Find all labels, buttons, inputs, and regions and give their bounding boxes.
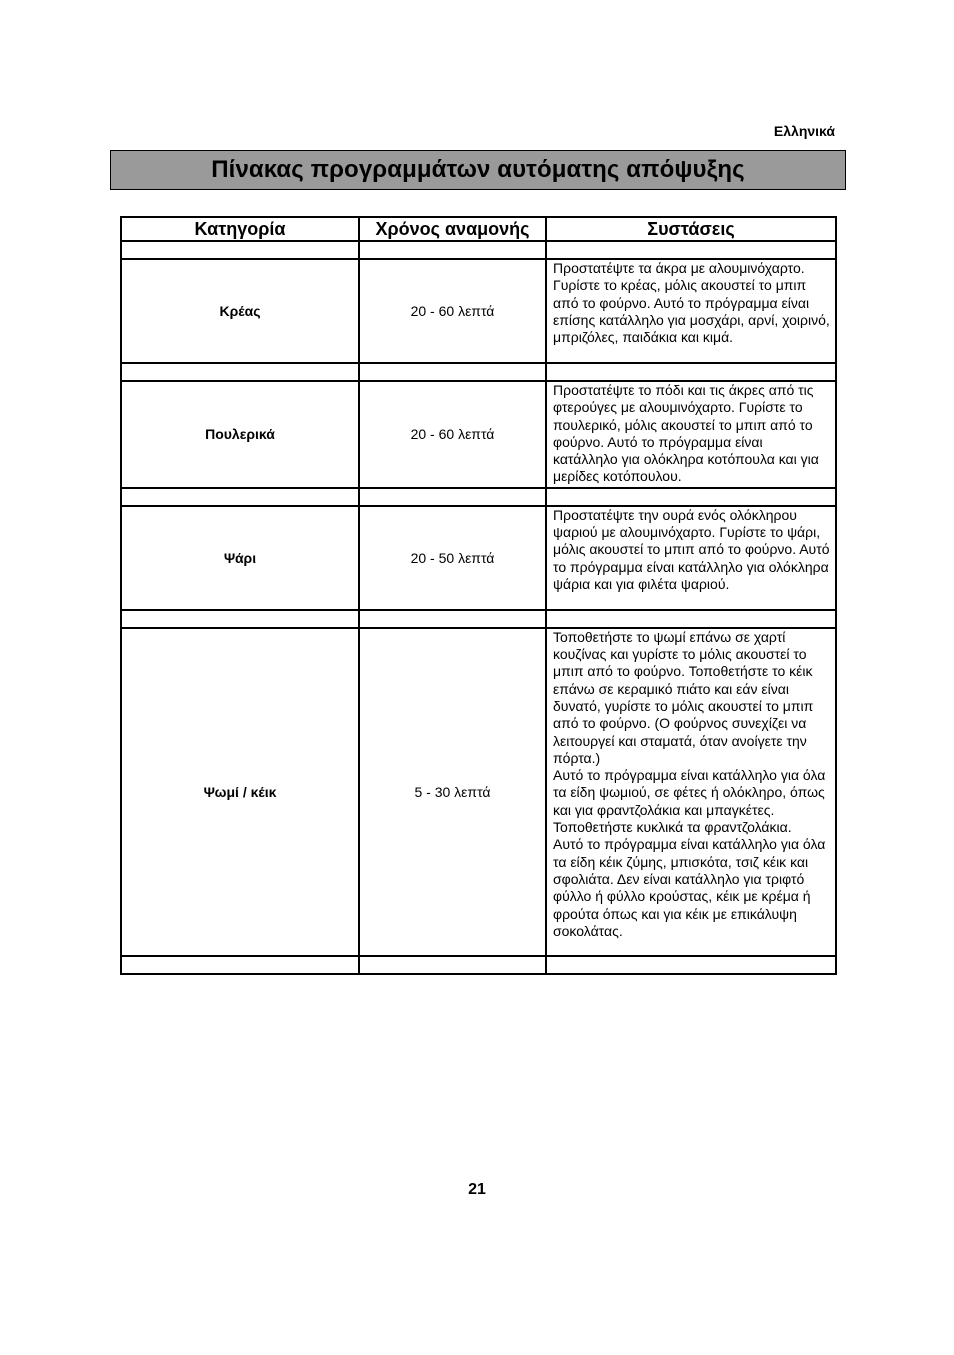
category-cell: Ψάρι bbox=[121, 506, 359, 610]
spacer-row bbox=[121, 488, 836, 506]
wait-time-cell: 20 - 60 λεπτά bbox=[359, 259, 546, 363]
defrost-program-table bbox=[120, 216, 837, 975]
category-cell: Πουλερικά bbox=[121, 381, 359, 488]
title-banner bbox=[110, 150, 846, 190]
recommendations-cell bbox=[546, 381, 836, 488]
column-header-category: Κατηγορία bbox=[121, 217, 359, 241]
wait-time-cell: 20 - 60 λεπτά bbox=[359, 381, 546, 488]
table-header-row bbox=[121, 217, 836, 241]
page-number: 21 bbox=[468, 1181, 486, 1198]
recommendations-cell bbox=[546, 259, 836, 363]
wait-time-cell: 5 - 30 λεπτά bbox=[359, 628, 546, 956]
recommendation-text: Προστατέψτε το πόδι και τις άκρες από τις φτερούγες με αλουμινόχαρτο. Γυρίστε το πουλερικό, μόλις ακουστεί το μπιπ από το φούρνο. Αυτό το πρόγραμμα είναι κατάλληλο για ολόκληρα κοτόπουλα και για μερίδες κοτόπουλου. bbox=[553, 382, 819, 485]
page-title: Πίνακας προγραμμάτων αυτόματης απόψυξης bbox=[211, 156, 745, 183]
table-row bbox=[121, 381, 836, 488]
category-cell: Ψωμί / κέικ bbox=[121, 628, 359, 956]
wait-time-cell: 20 - 50 λεπτά bbox=[359, 506, 546, 610]
spacer-row bbox=[121, 241, 836, 259]
table-row bbox=[121, 259, 836, 363]
category-cell: Κρέας bbox=[121, 259, 359, 363]
table-row bbox=[121, 506, 836, 610]
spacer-row bbox=[121, 956, 836, 974]
recommendations-cell bbox=[546, 506, 836, 610]
recommendations-cell bbox=[546, 628, 836, 956]
recommendation-text: Προστατέψτε την ουρά ενός ολόκληρου ψαριού με αλουμινόχαρτο. Γυρίστε το ψάρι, μόλις ακουστεί το μπιπ από το φούρνο. Αυτό το πρόγραμμα είναι κατάλληλο για ολόκληρα ψάρια και για φιλέτα ψαριού. bbox=[553, 506, 830, 592]
recommendation-text: Τοποθετήστε το ψωμί επάνω σε χαρτί κουζίνας και γυρίστε το μόλις ακουστεί το μπιπ από το φούρνο. Τοποθετήστε το κέικ επάνω σε κεραμικό πιάτο και εάν είναι δυνατό, γυρίστε το μόλις ακουστεί το μπιπ από το φούρνο. (Ο φούρνος συνεχίζει να λειτουργεί και σταματά, όταν ανοίγετε την πόρτα.) bbox=[553, 628, 814, 766]
column-header-wait-time: Χρόνος αναμονής bbox=[359, 217, 546, 241]
recommendation-text: Προστατέψτε τα άκρα με αλουμινόχαρτο. Γυρίστε το κρέας, μόλις ακουστεί το μπιπ από το φούρνο. Αυτό το πρόγραμμα είναι επίσης κατάλληλο για μοσχάρι, αρνί, χοιρινό, μπριζόλες, παιδάκια και κιμά. bbox=[553, 260, 830, 346]
recommendation-text: Αυτό το πρόγραμμα είναι κατάλληλο για όλα τα είδη ψωμιού, σε φέτες ή ολόκληρο, όπως και για φραντζολάκια και μπαγκέτες. Τοποθετήστε κυκλικά τα φραντζολάκια. bbox=[553, 767, 826, 836]
table-row bbox=[121, 628, 836, 956]
spacer-row bbox=[121, 363, 836, 381]
spacer-row bbox=[121, 610, 836, 628]
recommendation-text: Αυτό το πρόγραμμα είναι κατάλληλο για όλα τα είδη κέικ ζύμης, μπισκότα, τσιζ κέικ και σφολιάτα. Δεν είναι κατάλληλο για τριφτό φύλλο ή φύλλο κρούστας, κέικ με κρέμα ή φρούτα όπως και για κέικ με επικάλυψη σοκολάτας. bbox=[553, 836, 826, 939]
column-header-recommendations: Συστάσεις bbox=[546, 217, 836, 241]
language-label: Ελληνικά bbox=[773, 123, 835, 139]
